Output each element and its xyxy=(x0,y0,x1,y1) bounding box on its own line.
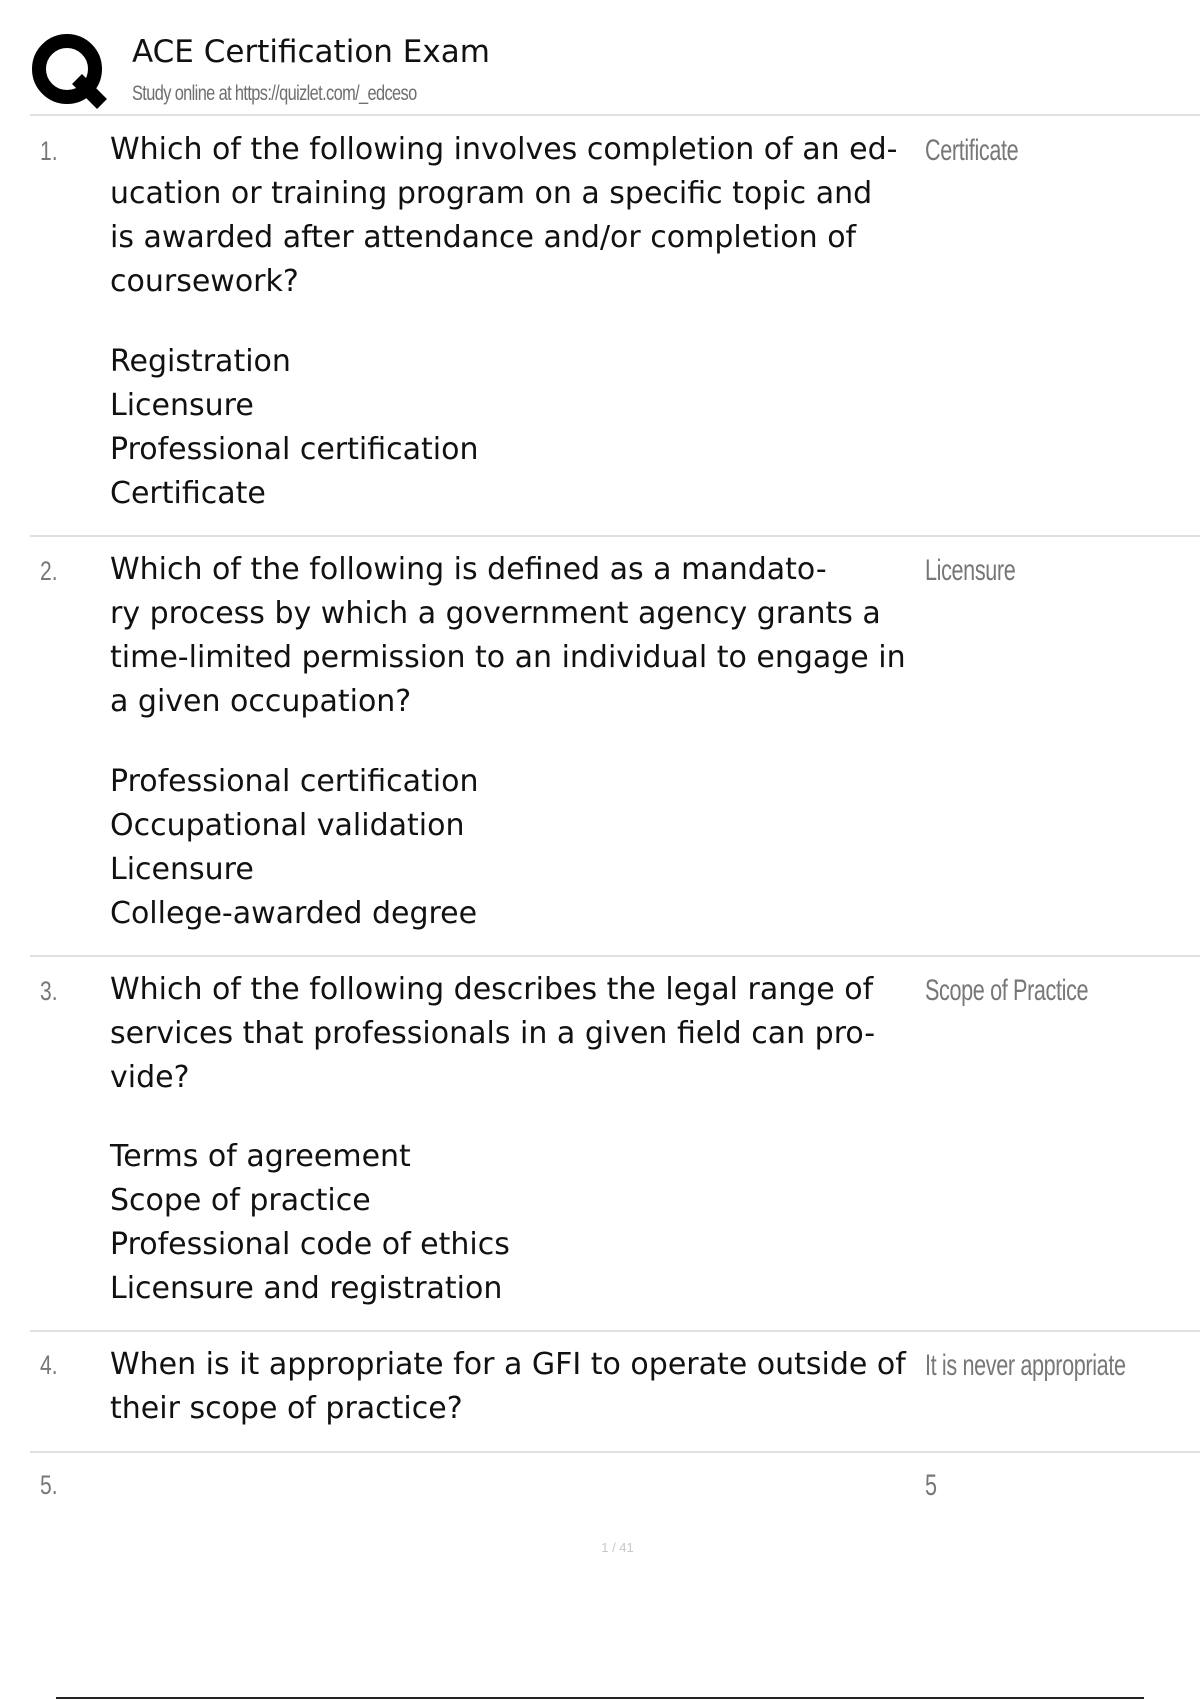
question-divider xyxy=(30,1451,1200,1453)
answer-options xyxy=(110,340,478,516)
answer-options xyxy=(110,760,478,936)
question-divider xyxy=(30,955,1200,957)
question-line: ucation or training program on a specific topic and xyxy=(110,176,873,211)
question-line: time-limited permission to an individual to engage in xyxy=(110,640,906,675)
option-item: College-awarded degree xyxy=(110,896,478,931)
study-online-link[interactable]: Study online at https://quizlet.com/_edceso xyxy=(132,82,417,105)
option-item: Certificate xyxy=(110,476,266,511)
option-item: Professional certification xyxy=(110,764,479,799)
question-number: 3. xyxy=(40,976,58,1006)
question-number: 5. xyxy=(40,1470,58,1500)
question-number: 4. xyxy=(40,1350,58,1380)
question-line: is awarded after attendance and/or completion of xyxy=(110,220,857,255)
question-divider xyxy=(30,535,1200,537)
page-number: 1 / 41 xyxy=(601,1540,634,1555)
option-item: Terms of agreement xyxy=(110,1139,411,1174)
question-line: a given occupation? xyxy=(110,684,412,719)
correct-answer: It is never appropriate xyxy=(925,1349,1126,1382)
correct-answer: Licensure xyxy=(925,554,1016,587)
correct-answer: Certificate xyxy=(925,134,1019,167)
page-title: ACE Certification Exam xyxy=(132,34,490,70)
question-number: 1. xyxy=(40,136,58,166)
question-line: Which of the following is defined as a mandato- xyxy=(110,552,827,587)
option-item: Occupational validation xyxy=(110,808,465,843)
correct-answer: Scope of Practice xyxy=(925,974,1089,1007)
question-line: When is it appropriate for a GFI to operate outside of xyxy=(110,1347,906,1382)
footer-rule xyxy=(56,1697,1144,1699)
option-item: Professional code of ethics xyxy=(110,1227,510,1262)
question-line: services that professionals in a given field can pro- xyxy=(110,1016,876,1051)
option-item: Registration xyxy=(110,344,291,379)
question-line: vide? xyxy=(110,1060,190,1095)
question-text xyxy=(110,128,920,304)
option-item: Licensure and registration xyxy=(110,1271,503,1306)
quizlet-q-logo-icon xyxy=(30,32,110,112)
answer-options xyxy=(110,1135,510,1311)
page-header xyxy=(0,0,1200,115)
header-divider xyxy=(30,114,1200,116)
question-line: their scope of practice? xyxy=(110,1391,463,1426)
correct-answer: 5 xyxy=(925,1469,937,1502)
option-item: Licensure xyxy=(110,388,254,423)
option-item: Professional certification xyxy=(110,432,479,467)
question-line: ry process by which a government agency grants a xyxy=(110,596,881,631)
option-item: Scope of practice xyxy=(110,1183,371,1218)
question-text xyxy=(110,968,920,1100)
question-line: coursework? xyxy=(110,264,299,299)
question-line: Which of the following describes the legal range of xyxy=(110,972,874,1007)
question-text xyxy=(110,548,920,724)
question-text xyxy=(110,1343,920,1431)
question-divider xyxy=(30,1330,1200,1332)
option-item: Licensure xyxy=(110,852,254,887)
question-line: Which of the following involves completion of an ed- xyxy=(110,132,898,167)
question-number: 2. xyxy=(40,556,58,586)
